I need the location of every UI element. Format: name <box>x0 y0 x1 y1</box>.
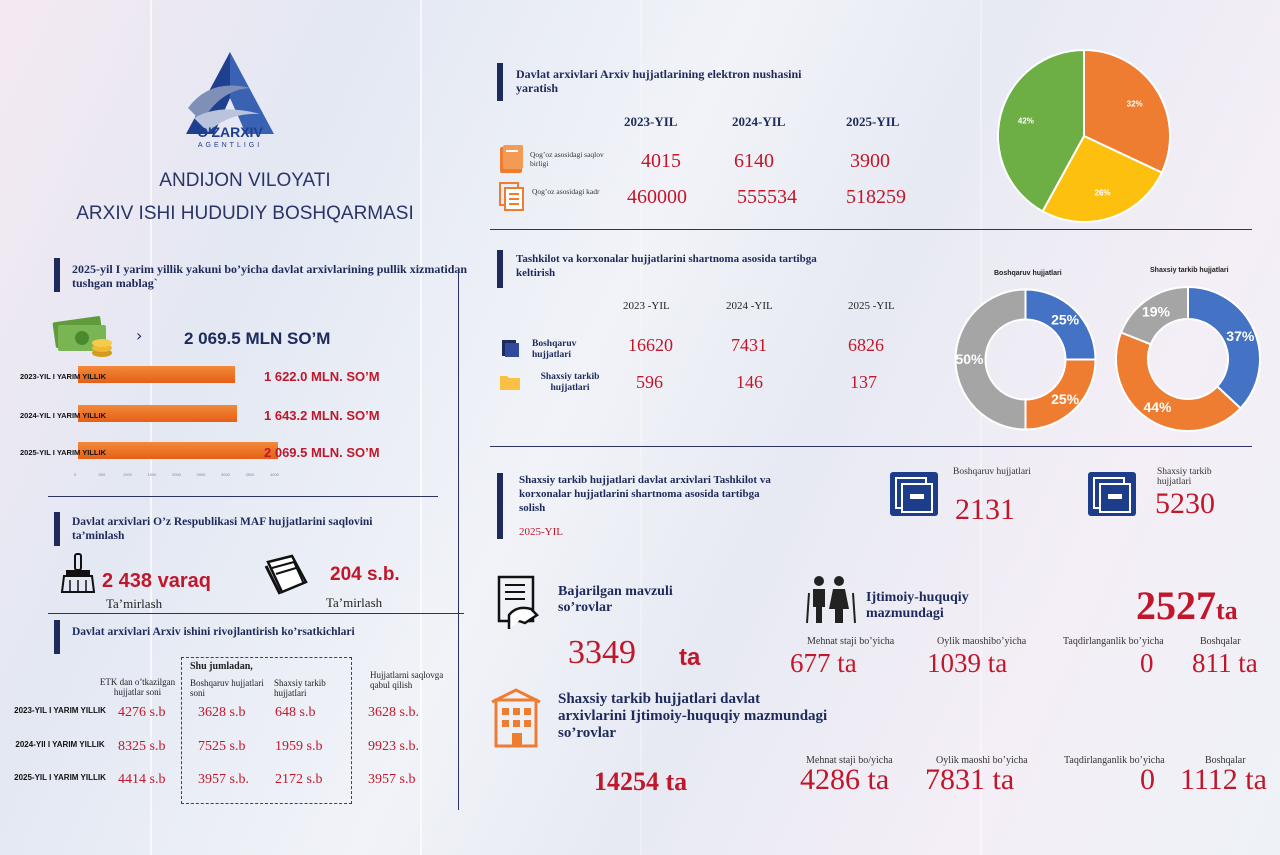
revenue-bar-label: 2024-YIL I YARIM YILLIK <box>20 411 107 420</box>
building-icon <box>488 686 546 748</box>
social-col-label: Taqdirlanganlik bo’yicha <box>1063 636 1164 647</box>
digital-row1-label: Qog’oz asosidagi saqlov birligi <box>530 150 604 168</box>
folder-yellow-icon <box>499 373 521 391</box>
personnel-col-label: Mehnat staji bo/yicha <box>806 755 893 766</box>
dev-accent <box>54 620 60 654</box>
digital-row2-label: Qog’oz asosidagi kadr <box>532 187 600 196</box>
logo-text: O'ZARXIV <box>197 124 263 140</box>
revenue-axis-tick: 3000 <box>221 472 230 477</box>
pie-slice-label: 25% <box>1051 311 1080 328</box>
archive-box-icon <box>888 468 940 518</box>
pie-slice-label: 25% <box>1051 390 1080 407</box>
personnel-accent <box>497 473 503 539</box>
dev-cell-qabul: 3957 s.b <box>368 772 416 787</box>
contract-row2-label: Shaxsiy tarkib hujjatlari <box>540 372 600 393</box>
revenue-axis-tick: 2500 <box>196 472 206 477</box>
digital-row2-value: 518259 <box>846 186 906 208</box>
dev-col-qabul: Hujjatlarni saqlovga qabul qilish <box>370 670 444 690</box>
book-icon <box>497 143 527 175</box>
thematic-value: 3349 <box>568 634 636 671</box>
personnel-query-label: Shaxsiy tarkib hujjatlari davlat arxivlarini Ijtimoiy-huquqiy mazmundagi so’rovlar <box>558 691 828 741</box>
dev-title: Davlat arxivlari Arxiv ishini rivojlantirish ko’rsatkichlari <box>72 626 355 638</box>
files-icon <box>497 180 527 212</box>
personnel-col-label: Taqdirlanganlik bo’yicha <box>1064 755 1165 766</box>
contract-accent <box>497 250 503 288</box>
pie-slice-label: 50% <box>955 351 984 368</box>
personnel-item2-value: 5230 <box>1155 487 1215 520</box>
social-total-number: 2527 <box>1136 583 1216 628</box>
personnel-col-label: Oylik maoshi bo’yicha <box>936 755 1028 766</box>
pie-slice-label: 19% <box>1141 303 1170 320</box>
contract-row1-value: 7431 <box>731 335 767 355</box>
dev-cell-qabul: 9923 s.b. <box>368 739 419 754</box>
restore-label-1: Ta’mirlash <box>106 596 163 611</box>
revenue-axis-tick: 3500 <box>245 472 255 477</box>
revenue-bar-label: 2023-YIL I YARIM YILLIK <box>20 372 107 381</box>
revenue-axis-tick: 2000 <box>172 472 181 477</box>
contract-row2-value: 596 <box>636 372 663 392</box>
personnel-col-label: Boshqalar <box>1205 755 1246 766</box>
pie-slice <box>1188 287 1260 408</box>
social-col-label: Boshqalar <box>1200 636 1241 647</box>
digital-row1-value: 6140 <box>734 150 774 172</box>
social-total-unit: ta <box>1216 596 1238 625</box>
social-col-value: 677 ta <box>790 648 857 678</box>
revenue-total: 2 069.5 MLN SO’M <box>184 329 331 348</box>
archive-box-icon-2 <box>1086 468 1138 518</box>
restore-value-1: 2 438 varaq <box>102 570 211 592</box>
revenue-bar-label: 2025-YIL I YARIM YILLIK <box>20 448 107 457</box>
dev-cell-etk: 4276 s.b <box>118 705 166 720</box>
pie-slice-label: 44% <box>1143 398 1172 415</box>
documents-stack-icon <box>262 552 310 596</box>
dev-cell-etk: 4414 s.b <box>118 772 166 787</box>
revenue-axis-tick: 1000 <box>123 472 132 477</box>
contract-row1-label: Boshqaruv hujjatlari <box>532 339 577 360</box>
personnel-col-value: 0 <box>1140 763 1155 796</box>
contract-year-header: 2023 -YIL <box>623 300 670 312</box>
digital-row2-value: 555534 <box>737 186 797 208</box>
personnel-col-value: 4286 ta <box>800 763 890 796</box>
center-divider <box>458 270 459 810</box>
contract-row1-value: 16620 <box>628 335 673 355</box>
digital-title: Davlat arxivlari Arxiv hujjatlarining elektron nushasini yaratish <box>516 67 802 95</box>
social-label: Ijtimoiy-huquqiy mazmundagi <box>866 590 969 621</box>
personnel-year: 2025-YIL <box>519 526 563 538</box>
revenue-axis-tick: 500 <box>98 472 106 477</box>
money-icon <box>52 315 116 359</box>
dev-row-label: 2025-YIL I YARIM YILLIK <box>14 773 106 782</box>
logo <box>180 48 280 160</box>
revenue-bar <box>78 442 278 459</box>
logo-subtext: AGENTLIGI <box>197 142 263 149</box>
dev-col-shaxsiy: Shaxsiy tarkib hujjatlari <box>274 678 326 698</box>
digital-row1-value: 3900 <box>850 150 890 172</box>
restore-label-2: Ta’mirlash <box>326 595 383 610</box>
contract-row2-value: 146 <box>736 372 763 392</box>
dev-cell-boshqaruv: 3628 s.b <box>198 705 246 720</box>
dev-cell-shaxsiy: 648 s.b <box>275 705 316 720</box>
donut2-title: Shaxsiy tarkib hujjatlari <box>1150 267 1229 274</box>
personnel-query-total: 14254 ta <box>594 767 688 796</box>
revenue-title: 2025-yil I yarim yillik yakuni bo’yicha davlat arxivlarining pullik xizmatidan tushgan mablag` <box>72 262 468 290</box>
thematic-unit: ta <box>679 644 701 671</box>
digital-row2-value: 460000 <box>627 186 687 208</box>
contract-year-header: 2024 -YIL <box>726 300 773 312</box>
revenue-axis-tick: 4000 <box>270 472 279 477</box>
contract-row2-value: 137 <box>850 372 877 392</box>
restore-title: Davlat arxivlari O’z Respublikasi MAF hujjatlarini saqlovini ta’minlash <box>72 516 373 542</box>
social-col-value: 1039 ta <box>927 648 1008 678</box>
dev-cell-boshqaruv: 3957 s.b. <box>198 772 249 787</box>
chevron-right-icon: › <box>136 326 143 345</box>
contract-row1-value: 6826 <box>848 335 884 355</box>
brush-icon <box>58 552 98 594</box>
personnel-col-value: 7831 ta <box>925 763 1015 796</box>
dev-col-group: Shu jumladan, <box>190 661 253 672</box>
digital-year-header: 2023-YIL <box>624 114 678 129</box>
restore-value-2: 204 s.b. <box>330 564 400 585</box>
contract-year-header: 2025 -YIL <box>848 300 895 312</box>
social-col-label: Oylik maoshibo’yicha <box>937 636 1027 647</box>
revenue-axis-tick: 0 <box>74 472 77 477</box>
digital-accent <box>497 63 503 101</box>
revenue-bar-value: 1 643.2 MLN. SO’M <box>264 408 380 423</box>
restore-accent <box>54 512 60 546</box>
org-title-line1: ANDIJON VILOYATI <box>159 170 331 191</box>
social-col-value: 0 <box>1140 648 1154 678</box>
pie-slice-label: 42% <box>1017 116 1034 126</box>
digital-row1-value: 4015 <box>641 150 681 172</box>
dev-cell-etk: 8325 s.b <box>118 739 166 754</box>
dev-col-etk: ETK dan o’tkazilgan hujjatlar soni <box>99 677 176 697</box>
revenue-axis-tick: 1500 <box>147 472 157 477</box>
pie-slice-label: 26% <box>1094 188 1111 198</box>
digital-year-header: 2024-YIL <box>732 114 786 129</box>
dev-col-boshqaruv: Boshqaruv hujjatlari soni <box>190 678 264 698</box>
revenue-bar-value: 1 622.0 MLN. SO’M <box>264 369 380 384</box>
org-title-line2: ARXIV ISHI HUDUDIY BOSHQARMASI <box>76 203 414 224</box>
revenue-bar-value: 2 069.5 MLN. SO’M <box>264 445 380 460</box>
shaxsiy-donut-chart <box>1114 285 1262 433</box>
digital-pie-chart <box>996 48 1172 224</box>
elderly-people-icon <box>803 573 857 625</box>
digital-year-header: 2025-YIL <box>846 114 900 129</box>
boshqaruv-donut-chart <box>953 287 1098 432</box>
dev-cell-boshqaruv: 7525 s.b <box>198 739 246 754</box>
social-total <box>1136 582 1238 629</box>
dev-row-label: 2023-YIL I YARIM YILLIK <box>14 706 106 715</box>
folder-blue-icon <box>499 337 521 359</box>
dev-row-label: 2024-YIl I YARIM YILLIK <box>15 740 105 749</box>
dev-cell-shaxsiy: 2172 s.b <box>275 772 323 787</box>
personnel-item1-value: 2131 <box>955 493 1015 526</box>
revenue-accent <box>54 258 60 292</box>
personnel-item2-label: Shaxsiy tarkib hujjatlari <box>1157 467 1212 487</box>
personnel-col-value: 1112 ta <box>1180 763 1267 796</box>
contract-title: Tashkilot va korxonalar hujjatlarini shartnoma asosida tartibga keltirish <box>516 253 817 279</box>
social-col-value: 811 ta <box>1192 648 1258 678</box>
pie-slice-label: 37% <box>1226 328 1255 345</box>
donut1-title: Boshqaruv hujjatlari <box>994 270 1062 277</box>
social-col-label: Mehnat staji bo’yicha <box>807 636 895 647</box>
personnel-title: Shaxsiy tarkib hujjatlari davlat arxivlari Tashkilot va korxonalar hujjatlarini shartnoma asosida tartibga solish <box>519 474 771 514</box>
dev-cell-shaxsiy: 1959 s.b <box>275 739 323 754</box>
dev-cell-qabul: 3628 s.b. <box>368 705 419 720</box>
pie-slice-label: 32% <box>1126 99 1143 109</box>
thematic-label: Bajarilgan mavzuli so’rovlar <box>558 584 673 615</box>
personnel-item1-label: Boshqaruv hujjatlari <box>953 467 1031 477</box>
document-hand-icon <box>495 575 541 633</box>
